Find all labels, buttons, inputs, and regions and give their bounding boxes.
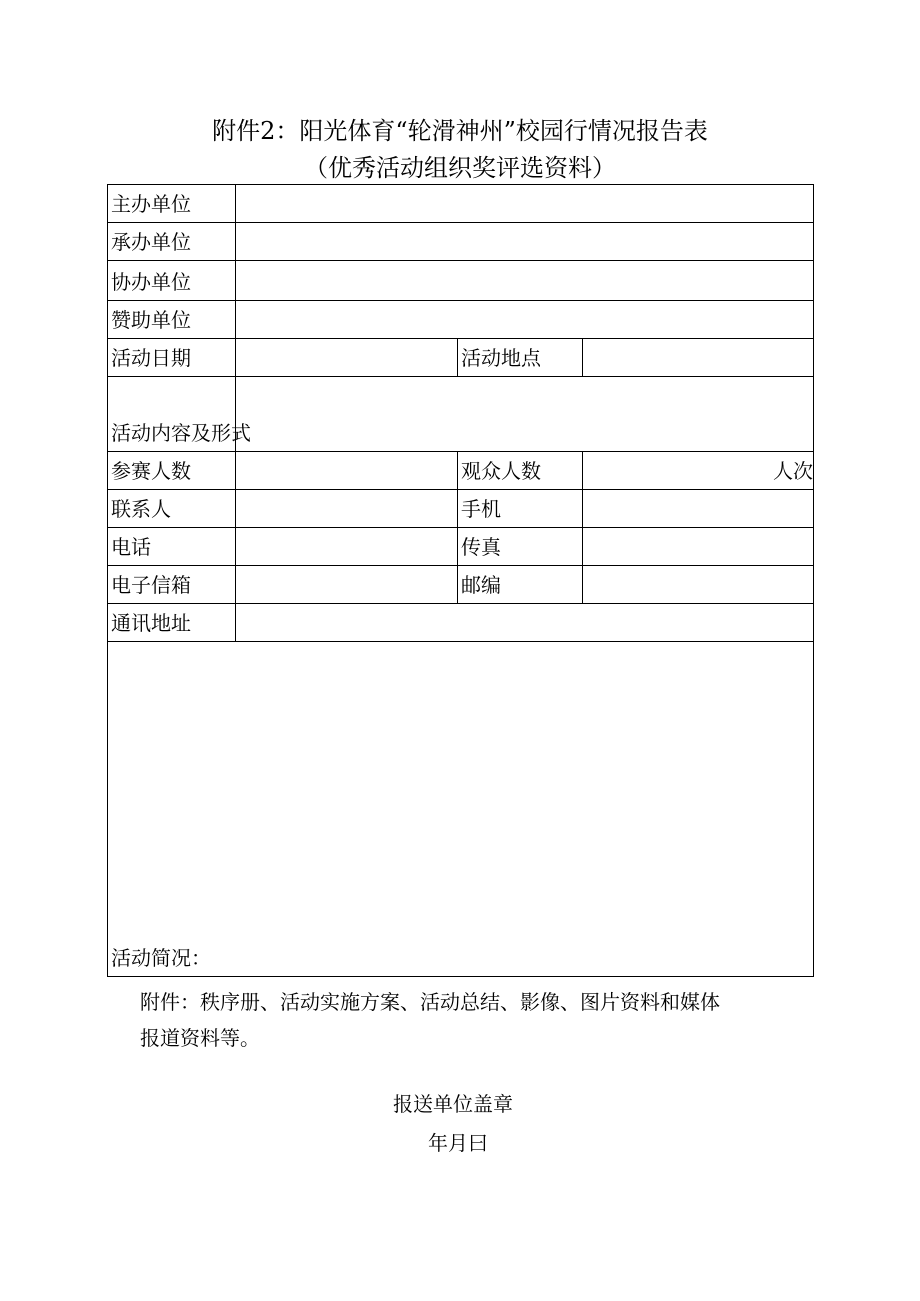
row-activity-content: [108, 377, 814, 452]
stamp-label: 报送单位盖章: [393, 1092, 513, 1116]
row-address: [108, 604, 814, 642]
field-contact-person[interactable]: [236, 490, 458, 528]
audience-unit: 人次: [773, 459, 814, 483]
field-mobile[interactable]: [583, 490, 814, 528]
label-mobile: 手机: [458, 490, 583, 528]
label-phone: 电话: [108, 528, 236, 566]
label-undertaker: 承办单位: [108, 223, 236, 261]
label-fax: 传真: [458, 528, 583, 566]
label-activity-date: 活动日期: [108, 339, 236, 377]
row-undertaker: [108, 223, 814, 261]
label-contact-person: 联系人: [108, 490, 236, 528]
label-address: 通讯地址: [108, 604, 236, 642]
row-email-postcode: [108, 566, 814, 604]
label-organizer: 主办单位: [108, 185, 236, 223]
attachment-note-line1: 附件：秩序册、活动实施方案、活动总结、影像、图片资料和媒体: [140, 990, 720, 1014]
field-address[interactable]: [236, 604, 814, 642]
document-subtitle: （优秀活动组织奖评选资料）: [304, 154, 616, 182]
field-postcode[interactable]: [583, 566, 814, 604]
field-co-organizer[interactable]: [236, 261, 814, 301]
field-phone[interactable]: [236, 528, 458, 566]
field-brief[interactable]: [108, 642, 814, 977]
document-title: 附件2：阳光体育“轮滑神州”校园行情况报告表: [212, 117, 708, 145]
row-co-organizer: [108, 261, 814, 301]
field-fax[interactable]: [583, 528, 814, 566]
label-participants: 参赛人数: [108, 452, 236, 490]
row-participants-audience: [108, 452, 814, 490]
label-co-organizer: 协办单位: [108, 261, 236, 301]
attachment-note-line2: 报道资料等。: [140, 1026, 260, 1050]
field-activity-date[interactable]: [236, 339, 458, 377]
field-sponsor[interactable]: [236, 301, 814, 339]
field-undertaker[interactable]: [236, 223, 814, 261]
row-contact-mobile: [108, 490, 814, 528]
label-activity-location: 活动地点: [458, 339, 583, 377]
row-sponsor: [108, 301, 814, 339]
field-email[interactable]: [236, 566, 458, 604]
field-activity-content[interactable]: [236, 377, 814, 452]
field-participants[interactable]: [236, 452, 458, 490]
field-organizer[interactable]: [236, 185, 814, 223]
label-sponsor: 赞助单位: [108, 301, 236, 339]
row-phone-fax: [108, 528, 814, 566]
label-postcode: 邮编: [458, 566, 583, 604]
row-date-location: [108, 339, 814, 377]
label-brief: 活动简况：: [111, 946, 211, 970]
field-activity-location[interactable]: [583, 339, 814, 377]
row-organizer: [108, 185, 814, 223]
label-email: 电子信箱: [108, 566, 236, 604]
field-audience[interactable]: [583, 452, 814, 490]
date-label: 年月曰: [428, 1131, 488, 1155]
row-brief: [108, 642, 814, 977]
report-form-table: [107, 184, 814, 977]
label-audience: 观众人数: [458, 452, 583, 490]
label-activity-content: 活动内容及形式: [108, 377, 236, 452]
